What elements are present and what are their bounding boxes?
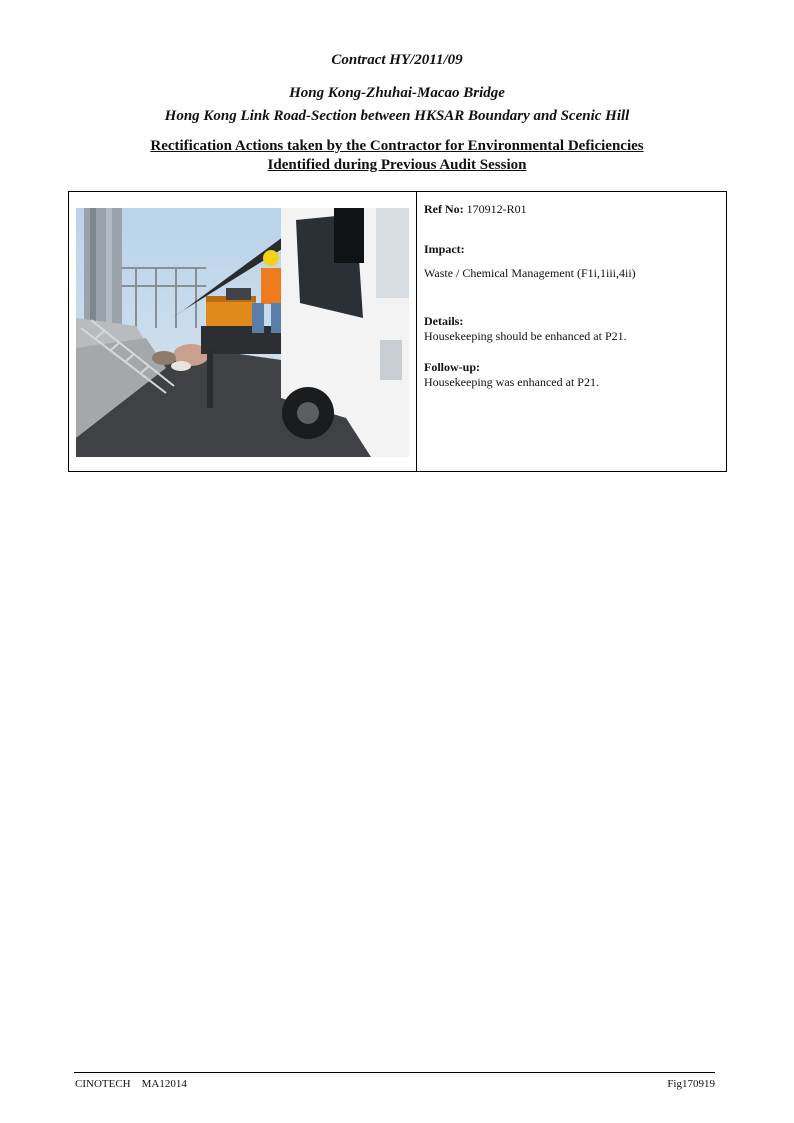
ref-row [424,202,527,217]
footer-rule [74,1072,715,1073]
contract-number: Contract HY/2011/09 [331,52,463,68]
project-title: Hong Kong-Zhuhai-Macao Bridge [289,85,505,101]
impact-label: Impact: [424,242,465,256]
section-title: Hong Kong Link Road-Section between HKSAR Boundary and Scenic Hill [164,108,630,124]
footer-figure-number: Fig170919 [667,1078,715,1090]
site-photo [76,208,409,457]
footer-left: CINOTECH MA12014 [75,1078,187,1090]
heading-line-1: Rectification Actions taken by the Contractor for Environmental Deficiencies [150,138,644,154]
ref-value: 170912-R01 [466,202,527,216]
impact-value: Waste / Chemical Management (F1i,1iii,4ii) [424,266,636,280]
column-divider [416,192,417,471]
rectification-table [68,191,727,472]
followup-value: Housekeeping was enhanced at P21. [424,375,599,389]
ref-label: Ref No: [424,202,464,216]
details-label: Details: [424,314,464,328]
page-heading [0,137,794,175]
heading-line-2: Identified during Previous Audit Session [267,157,527,173]
followup-label: Follow-up: [424,360,481,374]
details-value: Housekeeping should be enhanced at P21. [424,329,627,343]
